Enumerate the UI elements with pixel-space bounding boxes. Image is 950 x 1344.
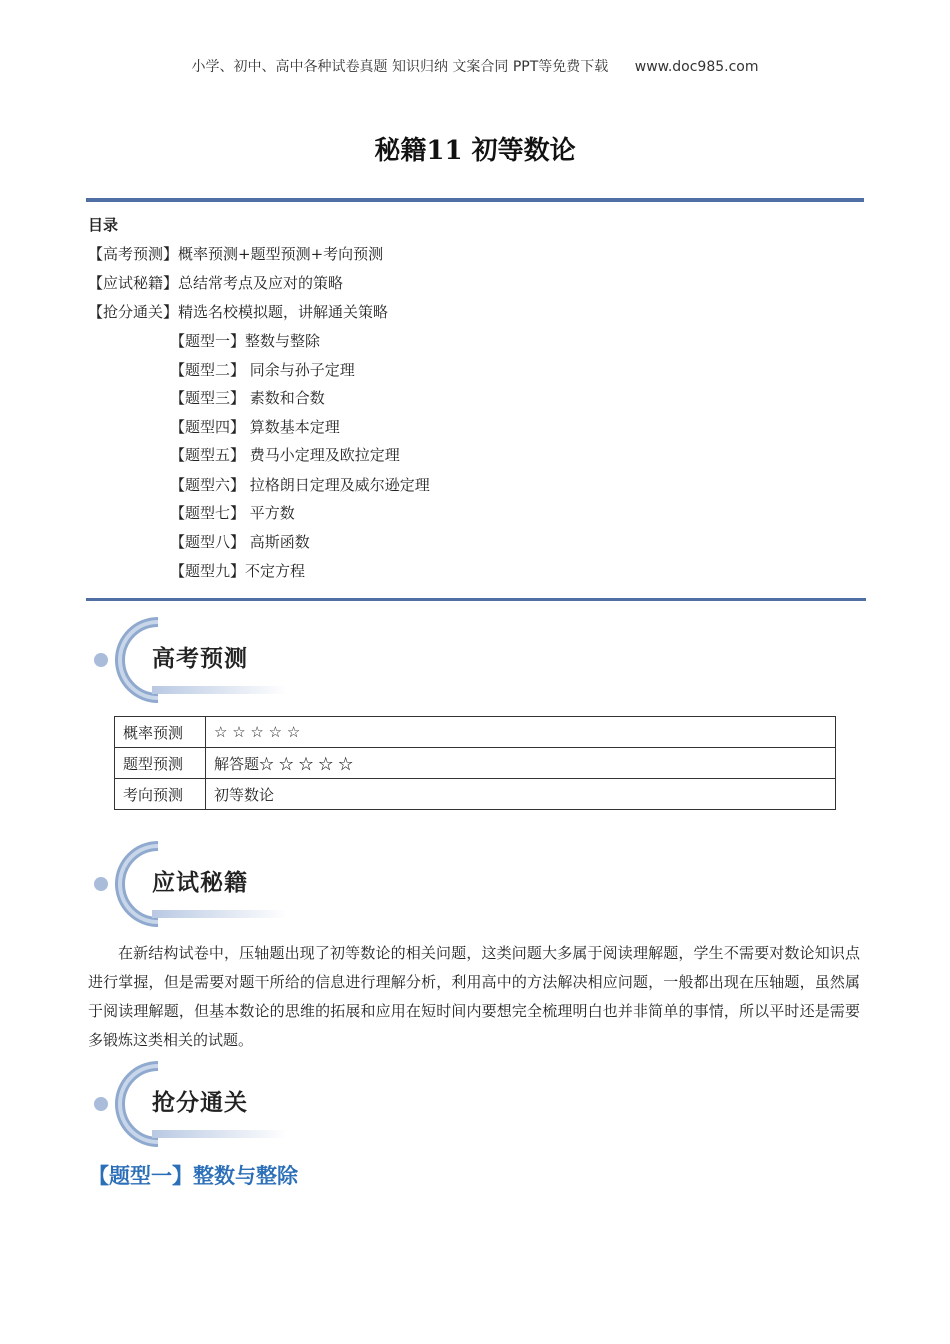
table-row (115, 717, 836, 748)
toc-subitem-4: 【题型四】 算数基本定理 (170, 418, 340, 436)
toc-subitem-9: 【题型九】不定方程 (170, 562, 306, 580)
table-row (115, 748, 836, 779)
banner-prediction-label: 高考预测 (152, 646, 248, 672)
toc-subitem-1: 【题型一】整数与整除 (170, 332, 321, 350)
toc-subitem-7: 【题型七】 平方数 (170, 504, 295, 522)
table-key: 考向预测 (115, 779, 206, 810)
secrets-paragraph: 在新结构试卷中，压轴题出现了初等数论的相关问题，这类问题大多属于阅读理解题，学生不需要对数论知识点进行掌握，但是需要对题干所给的信息进行理解分析，利用高中的方法解决相应问题，一般都出现在压轴题，虽然属于阅读理解题，但基本数论的思维的拓展和应用在短时间内要想完全梳理明白也并非简单的事情，所以平时还是需要多锻炼这类相关的试题。 (88, 944, 860, 1049)
table-value: 初等数论 (206, 779, 836, 810)
header-url[interactable]: www.doc985.com (634, 59, 759, 75)
table-key: 题型预测 (115, 748, 206, 779)
toc-heading: 目录 (88, 216, 119, 234)
toc-subitem-3: 【题型三】 素数和合数 (170, 389, 325, 407)
toc-divider (86, 598, 866, 601)
table-key: 概率预测 (115, 717, 206, 748)
table-row (115, 779, 836, 810)
prediction-table (114, 716, 836, 810)
toc-subitem-5: 【题型五】 费马小定理及欧拉定理 (170, 446, 400, 464)
banner-secrets (92, 838, 292, 928)
section-title: 【题型一】整数与整除 (88, 1164, 298, 1188)
toc-item-secrets: 【应试秘籍】总结常考点及应对的策略 (88, 274, 344, 292)
table-value: 解答题☆ ☆ ☆ ☆ ☆ (206, 748, 836, 779)
toc-subitem-2: 【题型二】 同余与孙子定理 (170, 361, 355, 379)
banner-prediction (92, 614, 292, 704)
header-text: 小学、初中、高中各种试卷真题 知识归纳 文案合同 PPT等免费下载 (191, 59, 609, 75)
banner-secrets-label: 应试秘籍 (152, 870, 248, 896)
toc-item-scoring: 【抢分通关】精选名校模拟题，讲解通关策略 (88, 303, 389, 321)
document-title: 秘籍11 初等数论 (374, 136, 576, 166)
page-header (0, 56, 950, 76)
table-value: ☆ ☆ ☆ ☆ ☆ (206, 717, 836, 748)
toc-subitem-8: 【题型八】 高斯函数 (170, 533, 310, 551)
toc-subitem-6: 【题型六】 拉格朗日定理及威尔逊定理 (170, 476, 430, 494)
top-divider (86, 198, 864, 202)
toc-item-prediction: 【高考预测】概率预测+题型预测+考向预测 (88, 245, 384, 263)
banner-scoring (92, 1058, 292, 1148)
banner-scoring-label: 抢分通关 (152, 1090, 248, 1116)
